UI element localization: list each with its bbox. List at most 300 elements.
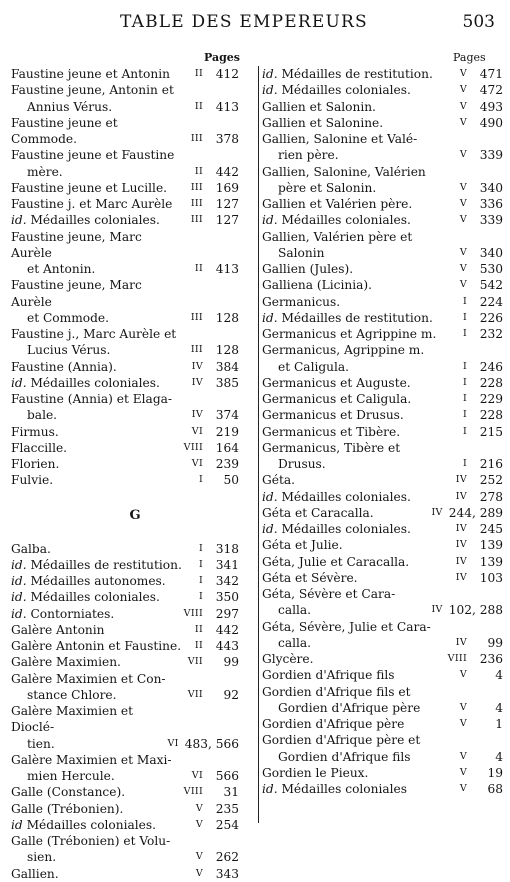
index-entry — [262, 261, 503, 277]
entry-name — [262, 765, 447, 781]
entry-line: id. Contorniates. — [11, 606, 115, 621]
entry-page: 232 — [479, 327, 503, 341]
index-entry — [11, 196, 239, 212]
index-entry — [11, 833, 239, 866]
index-entry — [11, 606, 239, 622]
entry-line: Galère Maximien et Maxi- — [11, 752, 172, 767]
entry-line: Gallien. — [11, 866, 59, 881]
entry-name — [262, 424, 447, 440]
index-entry — [11, 277, 239, 326]
entry-name — [262, 115, 447, 131]
entry-line: Germanicus, Tibère et — [262, 440, 401, 455]
entry-page: 442 — [215, 622, 239, 637]
entry-page: 236 — [479, 652, 503, 666]
entry-line: Faustine (Annia). — [11, 359, 117, 374]
entry-name — [262, 440, 447, 473]
left-pages-label: Pages — [204, 51, 240, 64]
entry-page: 68 — [487, 782, 503, 796]
entry-line: id. Médailles de restitution. — [262, 67, 433, 81]
entry-line: Faustine jeune et Commode. — [11, 115, 118, 146]
entry-line: Germanicus. — [262, 294, 341, 309]
entry-line: Florien. — [11, 457, 60, 471]
entry-volume: I — [462, 295, 467, 307]
entry-name — [262, 554, 447, 570]
entry-volume: I — [462, 425, 467, 437]
index-entry — [262, 196, 503, 212]
index-entry — [262, 375, 503, 391]
entry-volume: II — [194, 100, 203, 112]
entry-volume: V — [459, 766, 467, 778]
entry-volume: I — [198, 558, 203, 570]
index-entry — [262, 277, 503, 293]
index-entry — [11, 866, 239, 882]
index-entry — [262, 115, 503, 131]
entry-page: 102, 288 — [448, 603, 503, 618]
entry-volume: IV — [191, 409, 203, 421]
entry-page: 566 — [215, 769, 239, 783]
entry-name — [262, 294, 447, 310]
index-entry — [262, 82, 503, 98]
entry-continuation-line: Lucius Vérus. — [27, 343, 111, 358]
entry-name — [262, 684, 447, 717]
entry-volume: I — [462, 328, 467, 339]
entry-line: Gallien et Salonine. — [262, 115, 384, 130]
section-letter-g: G — [129, 507, 141, 523]
index-entry — [262, 570, 503, 586]
right-column — [258, 66, 503, 823]
entry-continuation-line: Drusus. — [278, 457, 326, 471]
entry-line: id. Médailles coloniales. — [262, 83, 411, 98]
entry-name — [262, 326, 447, 342]
left-entries-bottom — [11, 541, 239, 882]
entry-line: Germanicus et Agrippine m. — [262, 327, 437, 341]
index-entry — [11, 654, 239, 670]
index-entry — [262, 66, 503, 82]
entry-page: 229 — [479, 392, 503, 406]
entry-page: 254 — [215, 817, 239, 832]
entry-line: Faustine jeune, Marc Aurèle — [11, 278, 142, 309]
entry-line: Firmus. — [11, 424, 59, 439]
entry-line: Germanicus et Tibère. — [262, 424, 401, 439]
index-entry — [11, 326, 239, 359]
index-entry — [11, 359, 239, 375]
entry-volume: I — [462, 311, 467, 323]
entry-volume: VIII — [183, 441, 203, 453]
entry-page: 103 — [479, 570, 503, 585]
entry-page: 442 — [215, 164, 239, 179]
entry-name — [11, 359, 183, 375]
entry-line: id. Médailles coloniales. — [11, 375, 160, 390]
entry-line: Géta et Sévère. — [262, 570, 358, 585]
entry-line: Gordien d'Afrique père — [262, 717, 405, 731]
entry-volume: III — [190, 133, 203, 144]
entry-volume: VIII — [183, 607, 203, 619]
entry-volume: III — [190, 214, 203, 226]
entry-page: 139 — [479, 554, 503, 569]
entry-volume: IV — [431, 604, 443, 616]
entry-volume: V — [195, 867, 203, 879]
entry-volume: II — [194, 263, 203, 274]
entry-page: 246 — [479, 359, 503, 374]
entry-line: Géta. — [262, 473, 295, 488]
entry-continuation-line: stance Chlore. — [27, 687, 117, 702]
entry-line: id. Médailles autonomes. — [11, 574, 166, 588]
entry-name — [262, 131, 447, 164]
entry-volume: I — [198, 542, 203, 554]
entry-line: Faustine jeune et Antonin — [11, 67, 170, 81]
entry-page: 384 — [215, 359, 239, 374]
entry-page: 99 — [223, 655, 239, 670]
entry-name — [11, 391, 183, 424]
entry-volume: III — [190, 311, 203, 323]
index-entry — [262, 440, 503, 473]
entry-volume: V — [459, 214, 467, 226]
entry-page: 139 — [479, 538, 503, 553]
entry-name — [11, 557, 183, 573]
entry-name — [11, 196, 183, 212]
entry-volume: I — [462, 376, 467, 388]
index-entry — [262, 684, 503, 717]
entry-page: 169 — [215, 180, 239, 195]
entry-page: 378 — [215, 132, 239, 146]
section-letter — [11, 489, 239, 521]
entry-page: 252 — [479, 473, 503, 488]
entry-line: Germanicus, Agrippine m. — [262, 343, 425, 358]
entry-page: 385 — [215, 375, 239, 390]
entry-continuation-line: rien père. — [278, 148, 339, 163]
entry-line: Géta et Julie. — [262, 538, 343, 553]
entry-page: 128 — [215, 343, 239, 358]
entry-line: Fulvie. — [11, 473, 54, 488]
entry-name — [11, 212, 183, 228]
entry-line: Faustine jeune, Marc Aurèle — [11, 229, 142, 260]
entry-name — [262, 619, 447, 652]
entry-name — [11, 654, 183, 670]
entry-line: Galère Maximien. — [11, 655, 121, 670]
entry-volume: V — [459, 263, 467, 274]
entry-page: 127 — [215, 197, 239, 211]
entry-name — [262, 261, 447, 277]
entry-name — [11, 833, 183, 866]
entry-volume: III — [190, 344, 203, 356]
entry-page: 483, 566 — [184, 736, 239, 751]
entry-page: 278 — [479, 489, 503, 504]
entry-line: Germanicus et Caligula. — [262, 392, 412, 406]
entry-volume: VI — [191, 458, 203, 469]
entry-page: 127 — [215, 213, 239, 228]
index-entry — [262, 212, 503, 228]
entry-name — [262, 781, 447, 797]
entry-name — [11, 472, 183, 488]
entry-page: 490 — [479, 115, 503, 130]
index-entry — [11, 703, 239, 752]
entry-line: Géta, Sévère, Julie et Cara- — [262, 619, 431, 634]
entry-page: 339 — [479, 213, 503, 228]
entry-continuation-line: mien Hercule. — [27, 769, 115, 783]
index-entry — [11, 622, 239, 638]
entry-line: Galle (Constance). — [11, 785, 126, 800]
entry-continuation-line: calla. — [278, 635, 312, 650]
entry-volume: III — [190, 181, 203, 193]
right-entries — [262, 66, 503, 797]
entry-page: 350 — [215, 590, 239, 605]
entry-name — [262, 586, 423, 619]
index-entry — [262, 294, 503, 310]
entry-continuation-line: calla. — [278, 603, 312, 618]
entry-continuation-line: et Commode. — [27, 310, 109, 325]
entry-page: 4 — [495, 749, 503, 764]
index-entry — [262, 765, 503, 781]
entry-volume: VI — [191, 770, 203, 781]
entry-volume: IV — [455, 636, 467, 648]
entry-line: Gallien (Jules). — [262, 262, 354, 276]
entry-volume: VI — [167, 737, 179, 749]
entry-page: 50 — [223, 473, 239, 488]
entry-line: Germanicus et Drusus. — [262, 408, 404, 423]
entry-page: 31 — [223, 785, 239, 800]
entry-name — [262, 489, 447, 505]
entry-volume: V — [459, 669, 467, 681]
index-entry — [11, 229, 239, 278]
entry-page: 542 — [479, 278, 503, 293]
entry-continuation-line: et Caligula. — [278, 359, 350, 374]
entry-page: 340 — [479, 180, 503, 195]
entry-line: Géta, Julie et Caracalla. — [262, 554, 410, 569]
entry-volume: V — [459, 181, 467, 193]
entry-name — [11, 541, 183, 557]
entry-continuation-line: mère. — [27, 164, 63, 179]
page-title: TABLE DES EMPEREURS — [120, 12, 368, 32]
index-entry — [262, 781, 503, 797]
entry-page: 245 — [479, 522, 503, 536]
index-entry — [262, 472, 503, 488]
entry-line: id. Médailles coloniales. — [262, 522, 411, 536]
index-entry — [11, 589, 239, 605]
index-entry — [262, 586, 503, 619]
entry-continuation-line: sien. — [27, 850, 57, 865]
entry-name — [262, 537, 447, 553]
index-entry — [262, 407, 503, 423]
entry-name — [11, 326, 183, 359]
entry-line: id. Médailles coloniales — [262, 782, 408, 796]
entry-page: 472 — [479, 83, 503, 98]
index-entry — [11, 456, 239, 472]
entry-volume: V — [195, 851, 203, 863]
entry-name — [11, 573, 183, 589]
entry-volume: I — [462, 409, 467, 421]
index-entry — [262, 537, 503, 553]
entry-volume: VII — [187, 656, 203, 668]
entry-line: Gordien d'Afrique fils et — [262, 684, 411, 699]
entry-continuation-line: Annius Vérus. — [27, 99, 113, 114]
entry-volume: I — [462, 360, 467, 372]
index-entry — [262, 554, 503, 570]
entry-volume: V — [459, 116, 467, 128]
entry-page: 339 — [479, 148, 503, 163]
page-number: 503 — [462, 12, 495, 32]
entry-page: 216 — [479, 457, 503, 471]
entry-name — [262, 407, 447, 423]
entry-name — [11, 752, 183, 785]
entry-name — [11, 703, 159, 752]
entry-name — [262, 196, 447, 212]
index-entry — [11, 82, 239, 115]
entry-line: Gordien le Pieux. — [262, 765, 369, 780]
index-entry — [11, 66, 239, 82]
entry-name — [262, 505, 423, 521]
entry-page: 342 — [215, 574, 239, 588]
entry-volume: IV — [431, 506, 443, 518]
entry-continuation-line: Salonin — [278, 245, 325, 260]
index-entry — [11, 391, 239, 424]
entry-continuation-line: et Antonin. — [27, 262, 96, 276]
entry-name — [11, 784, 183, 800]
entry-line: Faustine j., Marc Aurèle et — [11, 327, 177, 341]
index-entry — [11, 424, 239, 440]
entry-page: 471 — [479, 67, 503, 81]
entry-page: 215 — [479, 424, 503, 439]
entry-continuation-line: père et Salonin. — [278, 180, 377, 195]
entry-volume: V — [459, 718, 467, 729]
entry-page: 374 — [215, 408, 239, 423]
entry-volume: V — [195, 802, 203, 814]
entry-name — [262, 164, 447, 197]
entry-volume: V — [459, 246, 467, 258]
entry-name — [262, 732, 447, 765]
entry-name — [11, 277, 183, 326]
index-entry — [11, 541, 239, 557]
entry-line: Glycère. — [262, 652, 314, 666]
entry-volume: V — [459, 701, 467, 713]
entry-page: 413 — [215, 262, 239, 276]
entry-name — [262, 212, 447, 228]
index-entry — [262, 99, 503, 115]
entry-line: Faustine jeune et Faustine — [11, 148, 175, 163]
entry-name — [262, 716, 447, 732]
entry-line: Galba. — [11, 541, 51, 556]
entry-page: 4 — [495, 668, 503, 683]
entry-line: id. Médailles coloniales. — [11, 590, 160, 605]
index-entry — [262, 391, 503, 407]
entry-volume: VI — [191, 425, 203, 437]
entry-volume: II — [194, 68, 203, 79]
entry-continuation-line: tien. — [27, 736, 55, 751]
entry-volume: I — [462, 458, 467, 469]
entry-page: 239 — [215, 457, 239, 471]
entry-name — [262, 99, 447, 115]
entry-name — [11, 817, 183, 833]
entry-volume: IV — [191, 376, 203, 388]
entry-page: 413 — [215, 99, 239, 114]
entry-page: 336 — [479, 197, 503, 211]
entry-line: Galère Antonin — [11, 622, 105, 637]
entry-page: 92 — [223, 687, 239, 702]
entry-page: 164 — [215, 440, 239, 455]
entry-line: Gallien, Salonine et Valé- — [262, 132, 418, 146]
entry-name — [11, 66, 183, 82]
entry-name — [11, 671, 183, 704]
entry-volume: IV — [455, 539, 467, 551]
entry-line: id. Médailles de restitution. — [262, 310, 433, 325]
entry-name — [11, 456, 183, 472]
entry-page: 340 — [479, 245, 503, 260]
entry-continuation-line: Gordien d'Afrique père — [278, 700, 421, 715]
entry-line: id. Médailles coloniales. — [262, 489, 411, 504]
entry-page: 228 — [479, 408, 503, 423]
entry-name — [262, 521, 447, 537]
entry-line: Gallien et Valérien père. — [262, 197, 413, 211]
entry-name — [11, 180, 183, 196]
entry-page: 244, 289 — [448, 505, 503, 520]
index-entry — [262, 164, 503, 197]
entry-name — [262, 570, 447, 586]
entry-continuation-line: Gordien d'Afrique fils — [278, 749, 411, 764]
index-entry — [262, 716, 503, 732]
index-entry — [262, 651, 503, 667]
index-entry — [262, 342, 503, 375]
index-entry — [262, 619, 503, 652]
index-entry — [262, 229, 503, 262]
entry-name — [11, 147, 183, 180]
entry-volume: I — [198, 575, 203, 586]
entry-volume: V — [459, 198, 467, 209]
entry-name — [262, 66, 447, 82]
entry-line: id. Médailles de restitution. — [11, 557, 182, 572]
entry-line: Germanicus et Auguste. — [262, 375, 411, 390]
entry-page: 1 — [495, 717, 503, 731]
entry-line: Galère Antonin et Faustine. — [11, 639, 182, 653]
index-entry — [11, 752, 239, 785]
index-entry — [11, 817, 239, 833]
index-entry — [11, 472, 239, 488]
entry-page: 318 — [215, 541, 239, 556]
entry-name — [262, 82, 447, 98]
entry-name — [11, 424, 183, 440]
entry-volume: V — [459, 100, 467, 112]
entry-name — [11, 115, 183, 148]
entry-volume: IV — [455, 571, 467, 583]
entry-name — [262, 310, 447, 326]
entry-page: 297 — [215, 606, 239, 621]
index-entry — [11, 573, 239, 589]
entry-page: 341 — [215, 557, 239, 572]
entry-page: 226 — [479, 310, 503, 325]
entry-volume: II — [194, 640, 203, 651]
entry-page: 235 — [215, 801, 239, 816]
entry-volume: V — [459, 783, 467, 794]
entry-volume: V — [459, 68, 467, 79]
entry-name — [11, 589, 183, 605]
entry-volume: VIII — [447, 653, 467, 664]
entry-name — [262, 651, 447, 667]
entry-name — [11, 375, 183, 391]
entry-line: Galle (Trébonien). — [11, 801, 124, 816]
entry-name — [11, 866, 183, 882]
entry-line: Galle (Trébonien) et Volu- — [11, 834, 171, 848]
entry-line: Faustine (Annia) et Elaga- — [11, 392, 173, 406]
entry-line: Géta, Sévère et Cara- — [262, 587, 396, 601]
entry-volume: II — [194, 623, 203, 635]
entry-name — [262, 472, 447, 488]
entry-page: 262 — [215, 850, 239, 865]
index-entry — [262, 131, 503, 164]
entry-volume: V — [459, 279, 467, 291]
entry-line: Galère Maximien et Con- — [11, 671, 166, 686]
index-entry — [262, 489, 503, 505]
index-entry — [11, 440, 239, 456]
index-entry — [262, 667, 503, 683]
entry-volume: IV — [455, 555, 467, 567]
